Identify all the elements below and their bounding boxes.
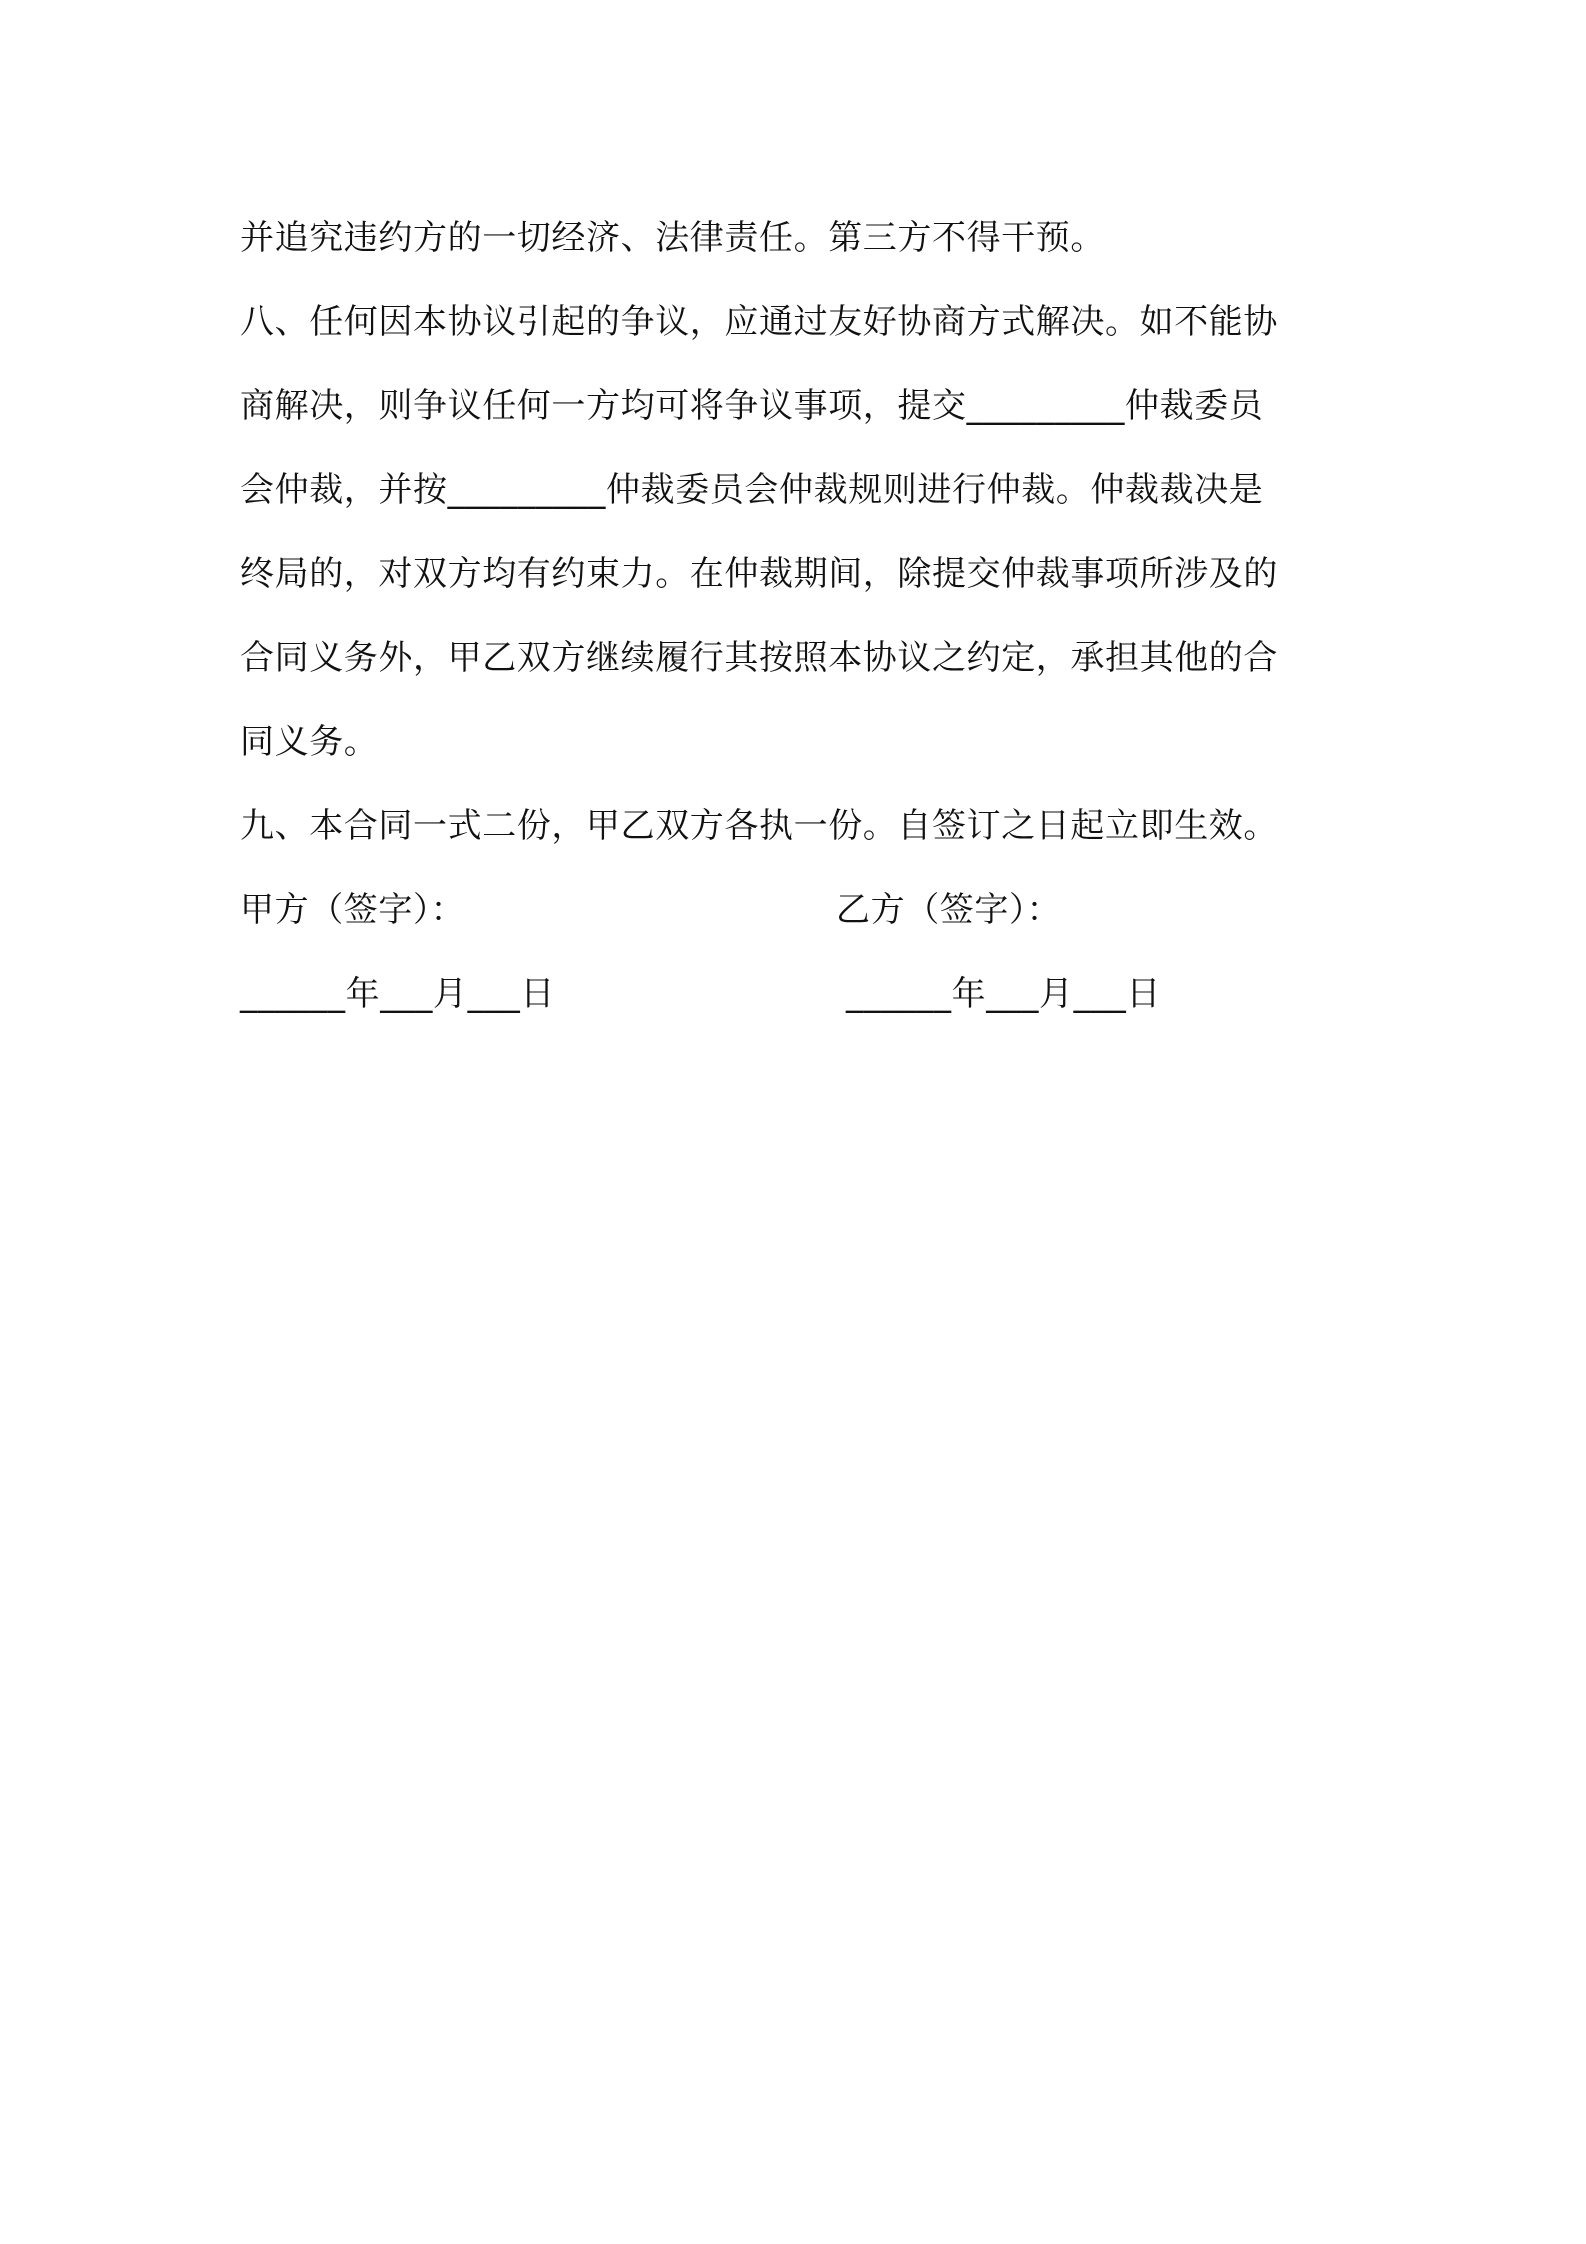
clause-8-line-4: 终局的，对双方均有约束力。在仲裁期间，除提交仲裁事项所涉及的 — [240, 554, 1278, 594]
clause-8-line-2: 商解决，则争议任何一方均可将争议事项，提交_________仲裁委员 — [240, 386, 1264, 426]
party-a-signature-label: 甲方（签字）： — [240, 890, 466, 930]
clause-8-line-3: 会仲裁，并按_________仲裁委员会仲裁规则进行仲裁。仲裁裁决是 — [240, 470, 1264, 510]
party-a-date: ______年___月___日 — [240, 974, 555, 1014]
clause-7-continuation: 并追究违约方的一切经济、法律责任。第三方不得干预。 — [240, 218, 1105, 258]
party-b-date: ______年___月___日 — [846, 974, 1161, 1014]
clause-8-line-5: 合同义务外，甲乙双方继续履行其按照本协议之约定，承担其他的合 — [240, 638, 1278, 678]
clause-8-line-1: 八、任何因本协议引起的争议，应通过友好协商方式解决。如不能协 — [240, 302, 1278, 342]
clause-8-line-6: 同义务。 — [240, 722, 379, 762]
signature-dates-row — [240, 952, 1360, 1036]
document-body — [240, 196, 1360, 1036]
signature-labels-row — [240, 868, 1360, 952]
clause-9: 九、本合同一式二份，甲乙双方各执一份。自签订之日起立即生效。 — [240, 806, 1278, 846]
party-b-signature-label: 乙方（签字）： — [836, 890, 1062, 930]
